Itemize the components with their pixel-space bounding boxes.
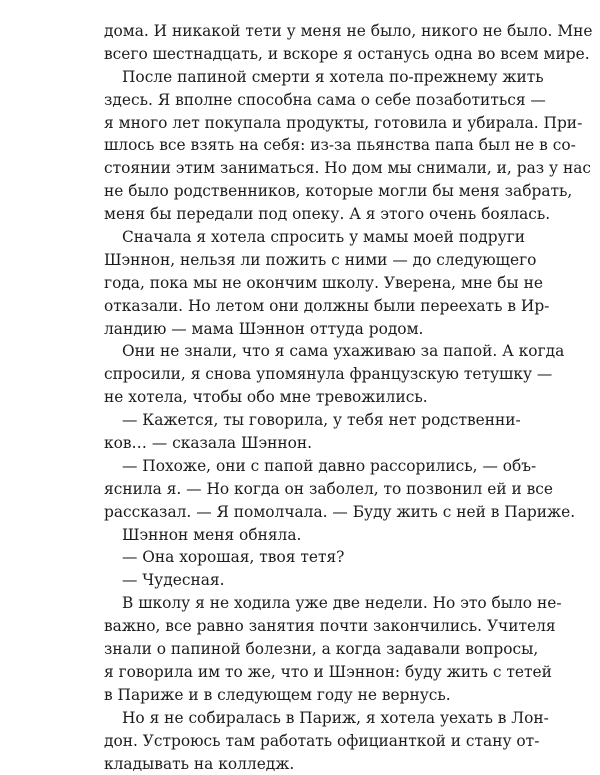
text-line: знали о папиной болезни, а когда задавали вопросы, (104, 638, 485, 661)
text-line: шлось все взять на себя: из-за пьянства папа был не в со- (104, 134, 485, 157)
text-line: В школу я не ходила уже две недели. Но это было не- (104, 592, 485, 615)
text-line: ков… — сказала Шэннон. (104, 432, 485, 455)
text-line: — Похоже, они с папой давно рассорились, — объ- (104, 455, 485, 478)
text-line: я говорила им то же, что и Шэннон: буду жить с тетей (104, 661, 485, 684)
text-line: я много лет покупала продукты, готовила и убирала. При- (104, 112, 485, 135)
text-line: здесь. Я вполне способна сама о себе позаботиться — (104, 89, 485, 112)
text-line: не было родственников, которые могли бы меня забрать, (104, 180, 485, 203)
text-line: ландию — мама Шэннон оттуда родом. (104, 318, 485, 341)
text-line: Они не знали, что я сама ухаживаю за папой. А когда (104, 340, 485, 363)
text-line: стоянии этим заниматься. Но дом мы снимали, и, раз у нас (104, 157, 485, 180)
text-line: — Она хорошая, твоя тетя? (104, 546, 485, 569)
text-line: Сначала я хотела спросить у мамы моей подруги (104, 226, 485, 249)
text-line: всего шестнадцать, и вскоре я останусь одна во всем мире. (104, 43, 485, 66)
text-line: спросили, я снова упомянула французскую тетушку — (104, 363, 485, 386)
text-line: — Кажется, ты говорила, у тебя нет родственни- (104, 409, 485, 432)
text-line: рассказал. — Я помолчала. — Буду жить с ней в Париже. (104, 501, 485, 524)
text-line: отказали. Но летом они должны были переехать в Ир- (104, 295, 485, 318)
text-line: Шэннон меня обняла. (104, 524, 485, 547)
text-line: меня бы передали под опеку. А я этого очень боялась. (104, 203, 485, 226)
book-page (104, 20, 485, 775)
text-line: кладывать на колледж. (104, 753, 485, 775)
text-line: После папиной смерти я хотела по-прежнему жить (104, 66, 485, 89)
text-line: яснила я. — Но когда он заболел, то позвонил ей и все (104, 478, 485, 501)
text-line: не хотела, чтобы обо мне тревожились. (104, 386, 485, 409)
text-line: — Чудесная. (104, 569, 485, 592)
text-line: Шэннон, нельзя ли пожить с ними — до следующего (104, 249, 485, 272)
text-line: дома. И никакой тети у меня не было, никого не было. Мне (104, 20, 485, 43)
text-line: дон. Устроюсь там работать официанткой и стану от- (104, 730, 485, 753)
text-line: важно, все равно занятия почти закончились. Учителя (104, 615, 485, 638)
text-line: года, пока мы не окончим школу. Уверена, мне бы не (104, 272, 485, 295)
text-line: Но я не собиралась в Париж, я хотела уехать в Лон- (104, 707, 485, 730)
text-line: в Париже и в следующем году не вернусь. (104, 684, 485, 707)
